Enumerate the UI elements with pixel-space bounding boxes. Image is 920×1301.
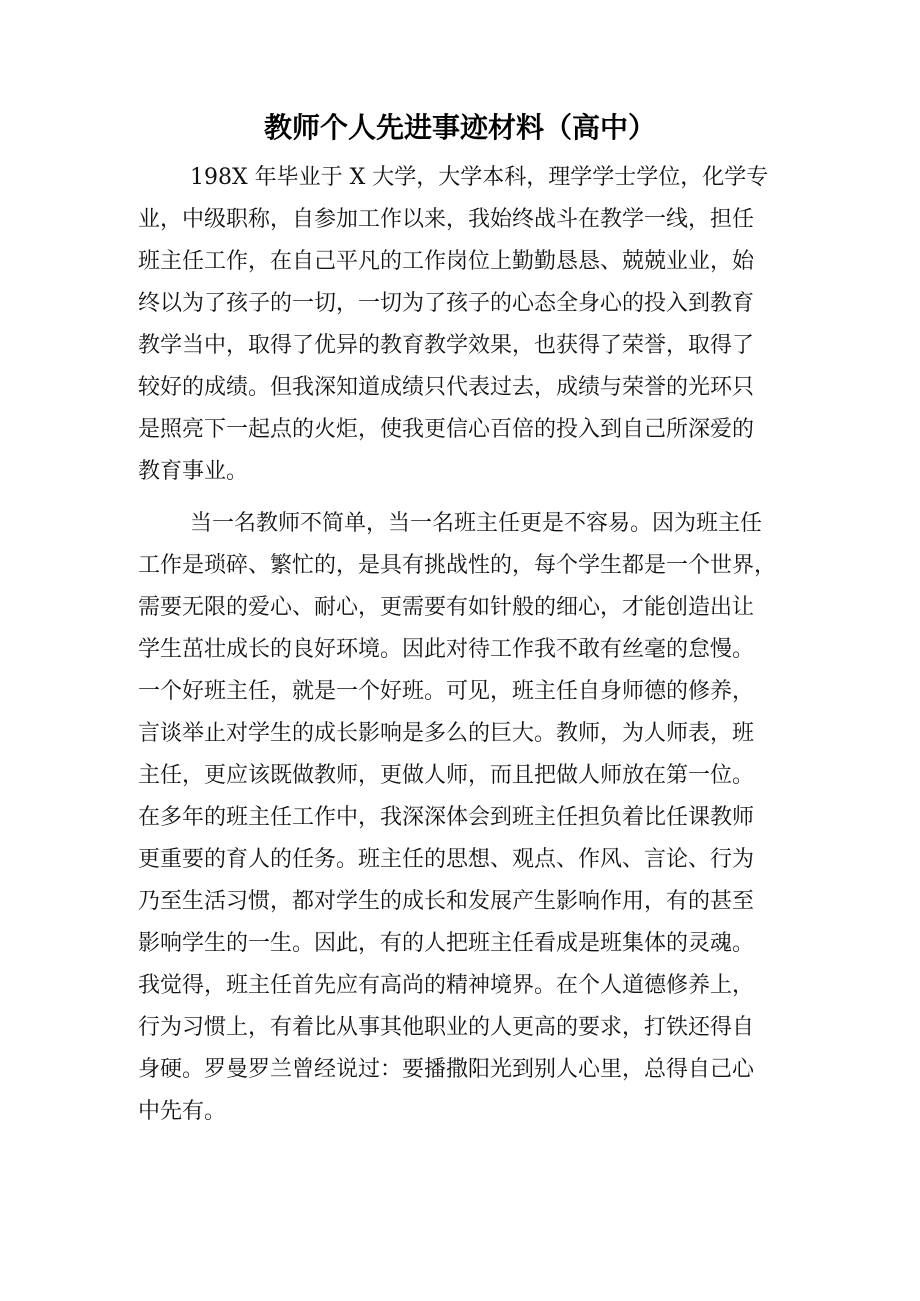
paragraph-line: 更重要的育人的任务。班主任的思想、观点、作风、言论、行为 xyxy=(138,847,755,872)
paragraph-line: 我觉得，班主任首先应有高尚的精神境界。在个人道德修养上， xyxy=(138,973,755,998)
paragraph-line: 是照亮下一起点的火炬，使我更信心百倍的投入到自己所深爱的 xyxy=(138,417,755,442)
paragraph-line: 教育事业。 xyxy=(138,459,249,484)
paragraph-line: 业，中级职称，自参加工作以来，我始终战斗在教学一线，担任 xyxy=(138,207,755,232)
paragraph-line: 终以为了孩子的一切，一切为了孩子的心态全身心的投入到教育 xyxy=(138,291,755,316)
paragraph-line: 198X 年毕业于 X 大学，大学本科，理学学士学位，化学专 xyxy=(190,165,769,190)
paragraph-line: 一个好班主任，就是一个好班。可见，班主任自身师德的修养， xyxy=(138,679,755,704)
paragraph-1 xyxy=(138,157,788,493)
paragraph-line: 乃至生活习惯，都对学生的成长和发展产生影响作用，有的甚至 xyxy=(138,889,755,914)
paragraph-line: 身硬。罗曼罗兰曾经说过：要播撒阳光到别人心里，总得自己心 xyxy=(138,1057,755,1082)
paragraph-line: 教学当中，取得了优异的教育教学效果，也获得了荣誉，取得了 xyxy=(138,333,755,358)
paragraph-line: 较好的成绩。但我深知道成绩只代表过去，成绩与荣誉的光环只 xyxy=(138,375,755,400)
paragraph-line: 学生茁壮成长的良好环境。因此对待工作我不敢有丝毫的怠慢。 xyxy=(138,637,755,662)
paragraph-line: 工作是琐碎、繁忙的，是具有挑战性的，每个学生都是一个世界， xyxy=(138,553,777,578)
paragraph-line: 班主任工作，在自己平凡的工作岗位上勤勤恳恳、兢兢业业，始 xyxy=(138,249,755,274)
paragraph-2 xyxy=(138,503,788,1133)
paragraph-line: 需要无限的爱心、耐心，更需要有如针般的细心，才能创造出让 xyxy=(138,595,755,620)
document-title: 教师个人先进事迹材料（高中） xyxy=(263,111,656,144)
paragraph-line: 言谈举止对学生的成长影响是多么的巨大。教师，为人师表，班 xyxy=(138,721,755,746)
paragraph-line: 行为习惯上，有着比从事其他职业的人更高的要求，打铁还得自 xyxy=(138,1015,755,1040)
paragraph-line: 在多年的班主任工作中，我深深体会到班主任担负着比任课教师 xyxy=(138,805,755,830)
paragraph-line: 主任，更应该既做教师，更做人师，而且把做人师放在第一位。 xyxy=(138,763,755,788)
paragraph-line: 中先有。 xyxy=(138,1099,227,1124)
paragraph-line: 影响学生的一生。因此，有的人把班主任看成是班集体的灵魂。 xyxy=(138,931,755,956)
paragraph-line: 当一名教师不简单，当一名班主任更是不容易。因为班主任 xyxy=(190,511,763,536)
